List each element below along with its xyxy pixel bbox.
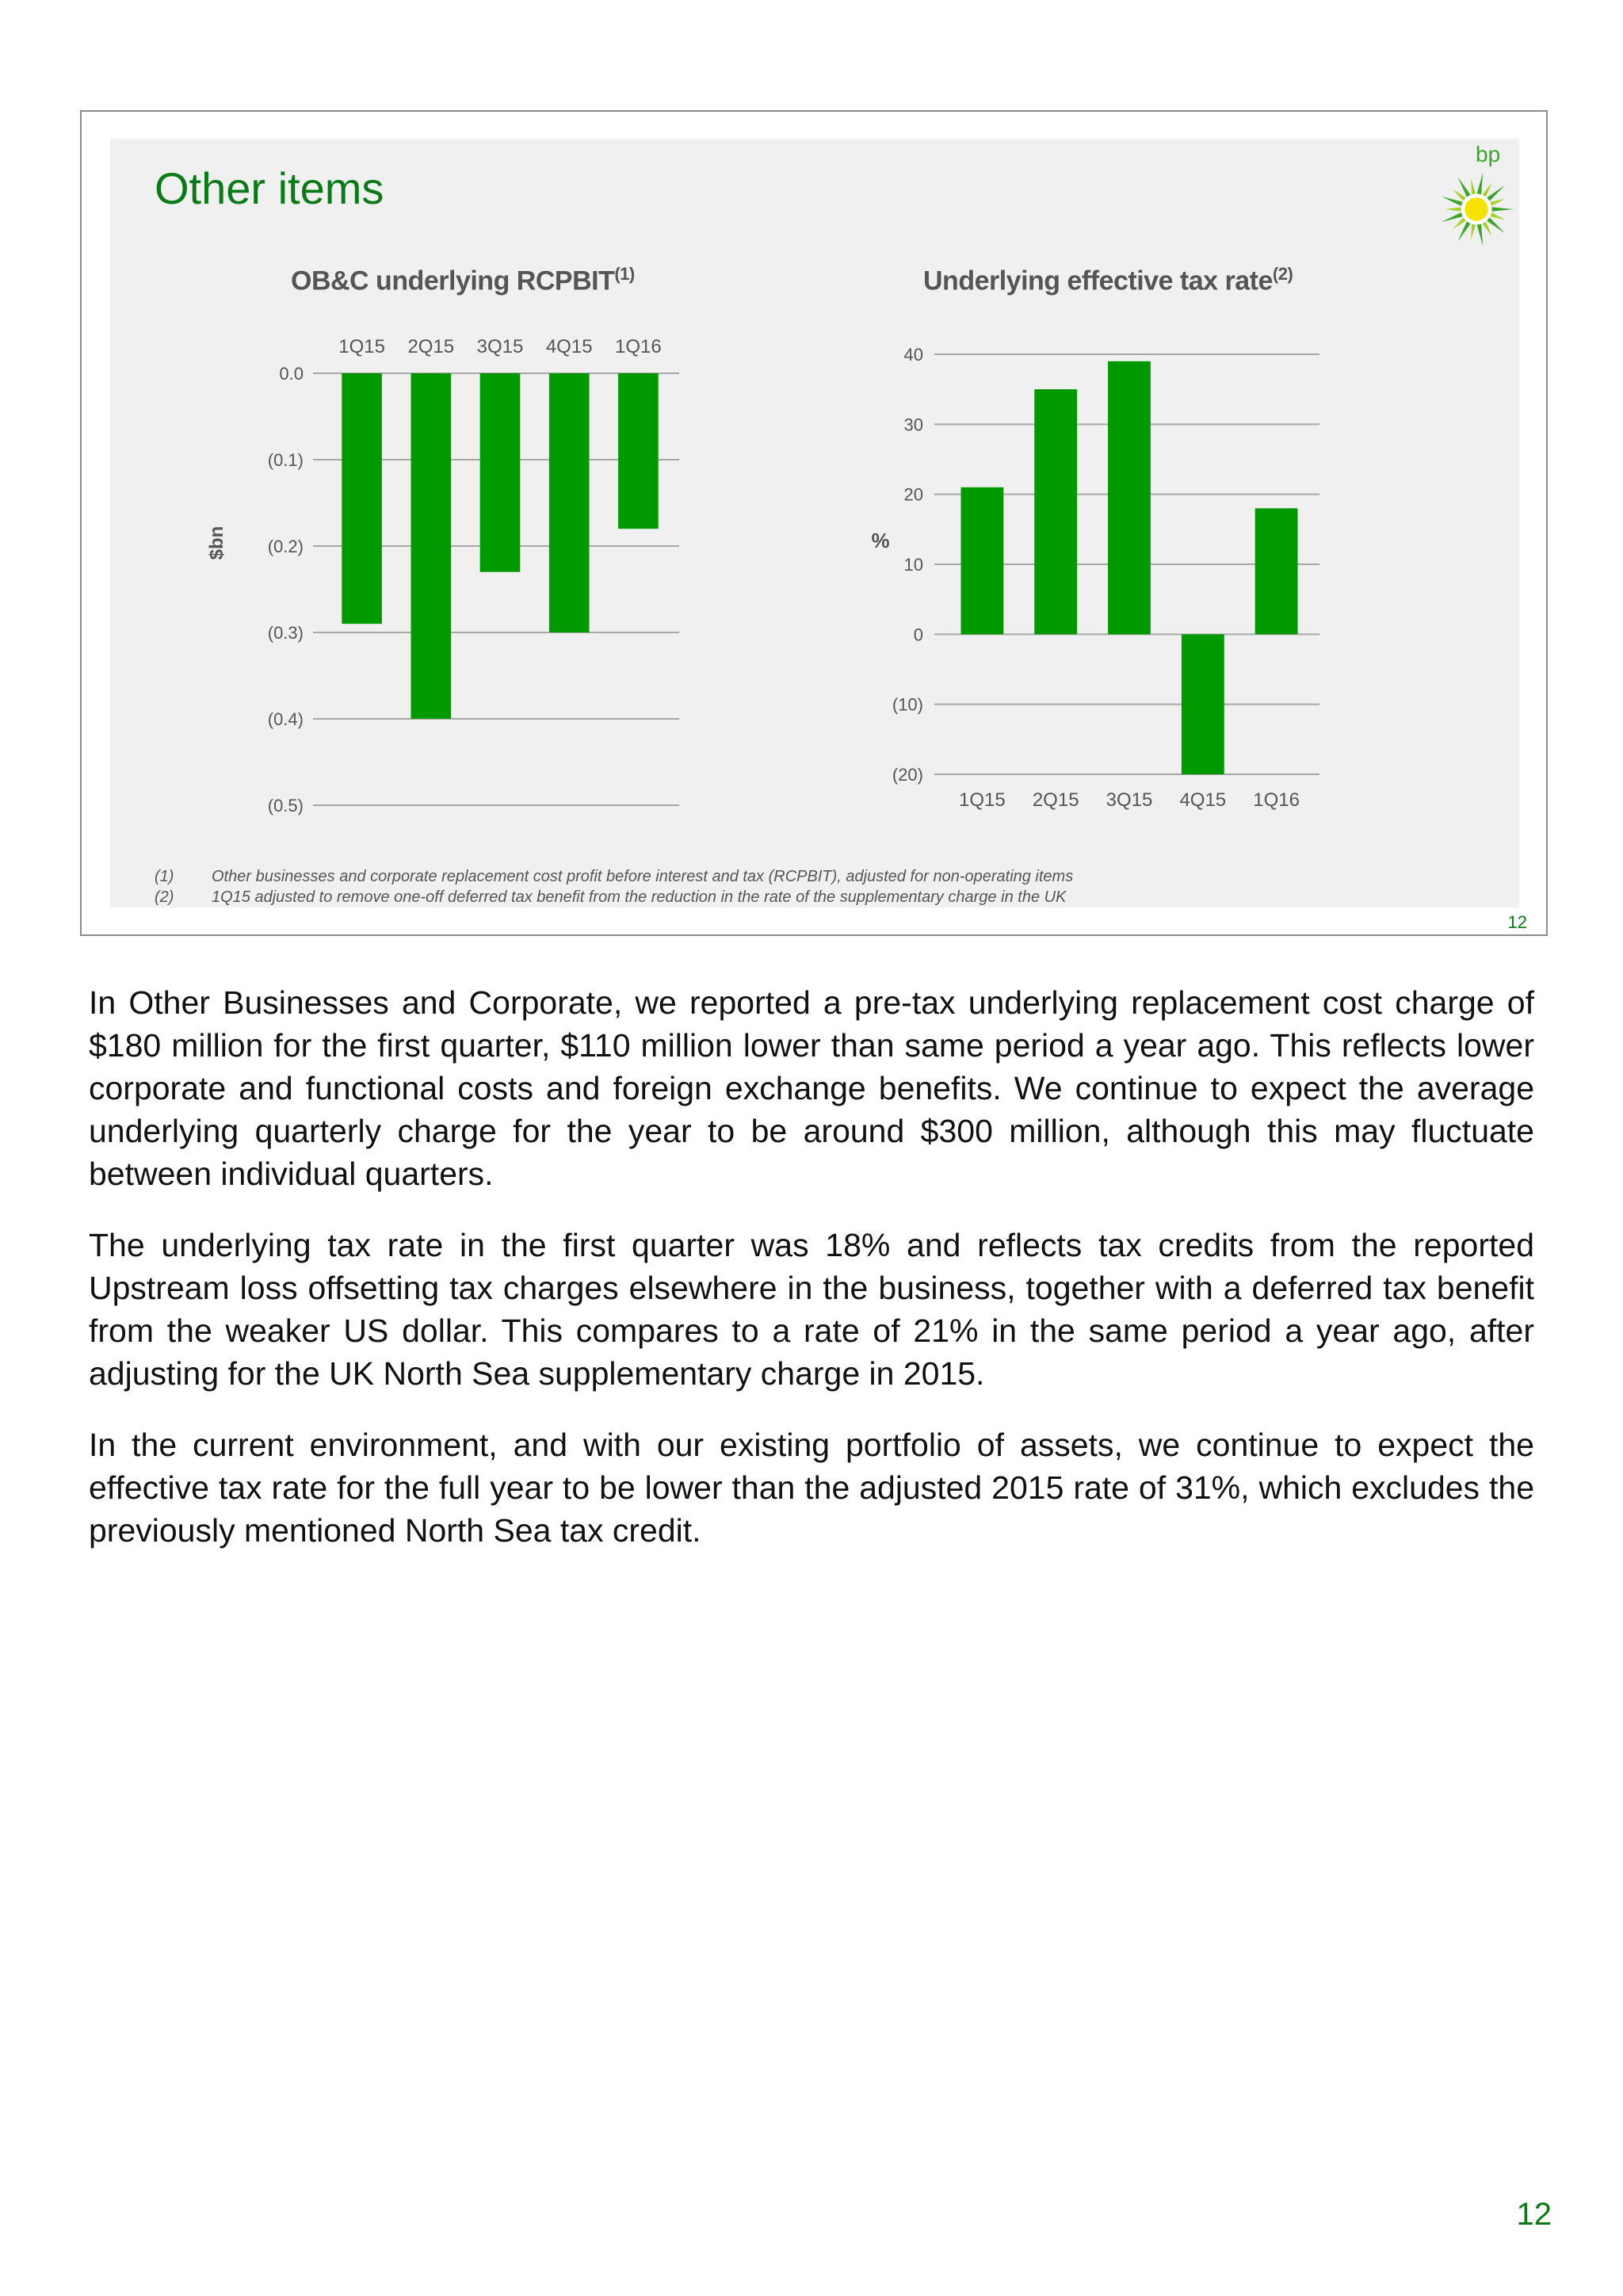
y-tick-label: (0.3) <box>267 623 304 643</box>
bp-logo-text: bp <box>1476 142 1501 166</box>
slide-frame <box>80 110 1548 936</box>
footnote-1-text: Other businesses and corporate replacement cost profit before interest and tax (RCPBIT), adjusted for non-operating items <box>212 868 1074 885</box>
bar <box>960 487 1003 635</box>
x-tick-label: 1Q16 <box>615 336 662 357</box>
y-tick-label: (0.2) <box>267 537 304 556</box>
y-axis-label: % <box>871 529 890 552</box>
bar <box>1108 361 1151 635</box>
body-text <box>89 981 1534 1580</box>
slide-title: Other items <box>155 163 384 213</box>
y-tick-label: (10) <box>892 694 923 715</box>
paragraph-2: The underlying tax rate in the first quarter was 18% and reflects tax credits from the reported Upstream loss offsetting tax charges elsewhere in the business, together with a deferred tax benefit from the weaker US dollar. This compares to a rate of 21% in the same period a year ago, after adjusting for the UK North Sea supplementary charge in 2015. <box>89 1227 1534 1392</box>
y-tick-label: (20) <box>892 765 923 785</box>
y-tick-label: 20 <box>903 484 923 505</box>
tax-rate-bar-chart <box>110 139 1519 852</box>
y-tick-label: 0.0 <box>279 364 304 384</box>
x-tick-label: 3Q15 <box>476 336 524 357</box>
chart-2-title-text: Underlying effective tax rate <box>923 266 1273 296</box>
footnote-2-text: 1Q15 adjusted to remove one-off deferred tax benefit from the reduction in the rate of the supplementary charge in the UK <box>212 888 1067 906</box>
chart-2-title-note: (2) <box>1272 264 1293 284</box>
bar <box>1255 508 1298 634</box>
y-tick-label: 30 <box>903 415 923 435</box>
slide-panel <box>110 139 1519 907</box>
x-tick-label: 3Q15 <box>1106 789 1153 811</box>
x-tick-label: 4Q15 <box>545 336 593 357</box>
footnote-1 <box>155 866 1502 887</box>
x-tick-label: 2Q15 <box>407 336 455 357</box>
x-tick-label: 1Q16 <box>1253 789 1300 811</box>
bar <box>1034 389 1077 634</box>
y-tick-label: 0 <box>913 625 923 645</box>
y-tick-label: 40 <box>903 345 923 365</box>
y-tick-label: 10 <box>903 555 923 575</box>
footnote-2-number: (2) <box>155 888 174 906</box>
y-tick-label: (0.5) <box>267 796 304 816</box>
x-tick-label: 1Q15 <box>959 789 1006 811</box>
bar <box>1182 634 1224 774</box>
y-axis-label: $bn <box>206 525 227 560</box>
y-tick-label: (0.4) <box>267 709 304 729</box>
x-tick-label: 4Q15 <box>1179 789 1227 811</box>
footnote-1-number: (1) <box>155 868 174 885</box>
paragraph-3: In the current environment, and with our existing portfolio of assets, we continue to expect the effective tax rate for the full year to be lower than the adjusted 2015 rate of 31%, which excludes the previously mentioned North Sea tax credit. <box>89 1427 1534 1549</box>
x-tick-label: 2Q15 <box>1032 789 1079 811</box>
x-tick-label: 1Q15 <box>338 336 385 357</box>
slide-page-number: 12 <box>1507 912 1527 932</box>
footnote-2 <box>155 887 1502 907</box>
chart-1-title-text: OB&C underlying RCPBIT <box>291 266 615 296</box>
slide-footnotes <box>155 866 1502 907</box>
paragraph-1: In Other Businesses and Corporate, we reported a pre-tax underlying replacement cost charge of $180 million for the first quarter, $110 million lower than same period a year ago. This reflects lower corporate and functional costs and foreign exchange benefits. We continue to expect the average underlying quarterly charge for the year to be around $300 million, although this may fluctuate between individual quarters. <box>89 984 1534 1192</box>
y-tick-label: (0.1) <box>267 450 304 470</box>
chart-1-title-note: (1) <box>614 264 635 284</box>
page-number: 12 <box>1516 2197 1552 2232</box>
